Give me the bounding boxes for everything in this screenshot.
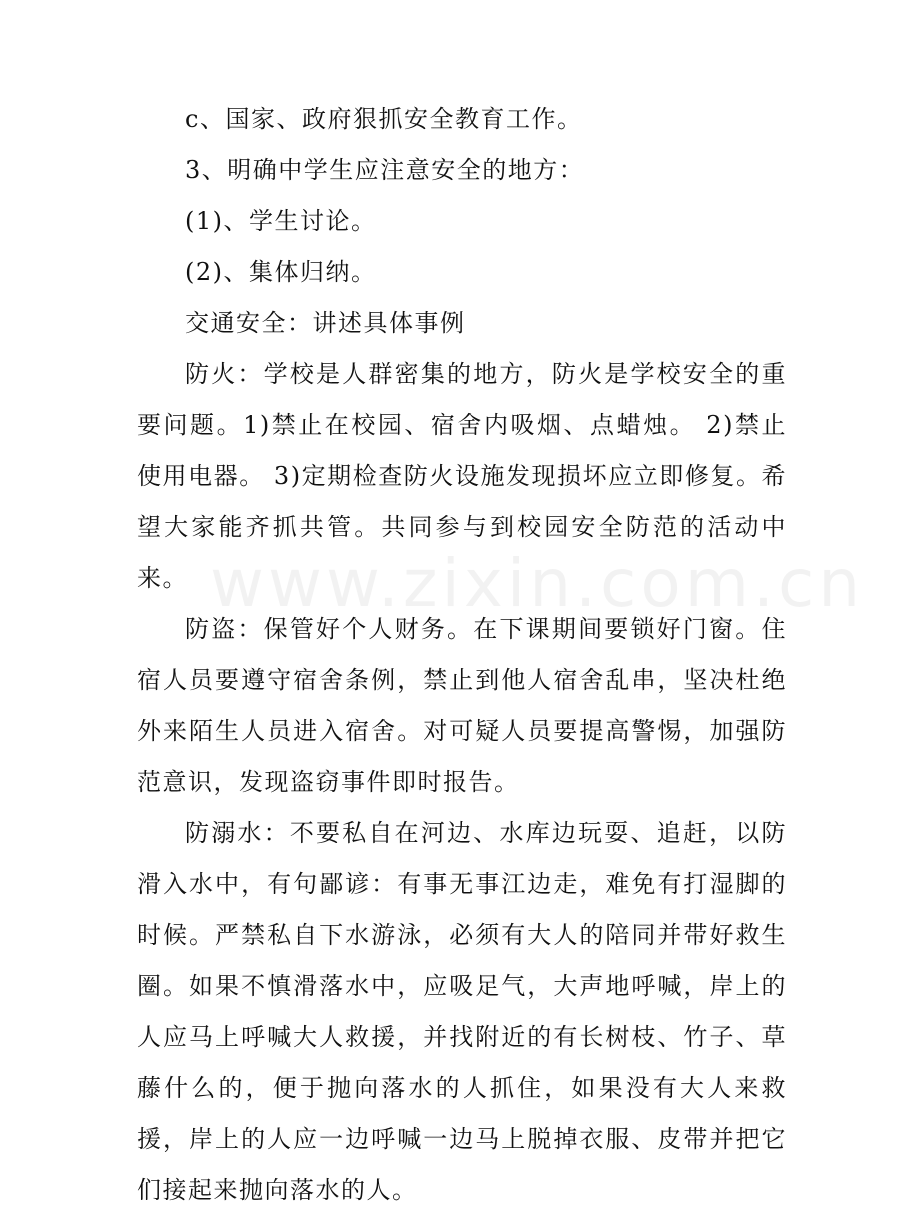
watermark: www.zixin.com.cn xyxy=(210,545,865,622)
document-body xyxy=(137,94,787,1216)
paragraph-drowning-prevention: 防溺水：不要私自在河边、水库边玩耍、追赶，以防滑入水中，有句鄙谚：有事无事江边走，难免有打湿脚的时候。严禁私自下水游泳，必须有大人的陪同并带好救生圈。如果不慎滑落水中，应吸足气，大声地呼喊，岸上的人应马上呼喊大人救援，并找附近的有长树枝、竹子、草藤什么的，便于抛向落水的人抓住，如果没有大人来救援，岸上的人应一边呼喊一边马上脱掉衣服、皮带并把它们接起来抛向落水的人。 xyxy=(137,819,787,1204)
paragraph-step-2: (2)、集体归纳。 xyxy=(185,258,377,286)
paragraph-theft-prevention: 防盗：保管好个人财务。在下课期间要锁好门窗。住宿人员要遵守宿舍条例，禁止到他人宿舍乱串，坚决杜绝外来陌生人员进入宿舍。对可疑人员要提高警惕，加强防范意识，发现盗窃事件即时报告。 xyxy=(137,615,787,796)
paragraph-section-3-heading: 3、明确中学生应注意安全的地方： xyxy=(185,156,585,184)
paragraph-fire-prevention: 防火：学校是人群密集的地方，防火是学校安全的重要问题。1)禁止在校园、宿舍内吸烟、点蜡烛。 2)禁止使用电器。 3)定期检查防火设施发现损坏应立即修复。希望大家能齐抓共管。共同参与到校园安全防范的活动中来。 xyxy=(137,360,787,592)
paragraph-item-c: c、国家、政府狠抓安全教育工作。 xyxy=(185,105,583,133)
paragraph-traffic-safety: 交通安全：讲述具体事例 xyxy=(185,309,466,337)
paragraph-step-1: (1)、学生讨论。 xyxy=(185,207,377,235)
